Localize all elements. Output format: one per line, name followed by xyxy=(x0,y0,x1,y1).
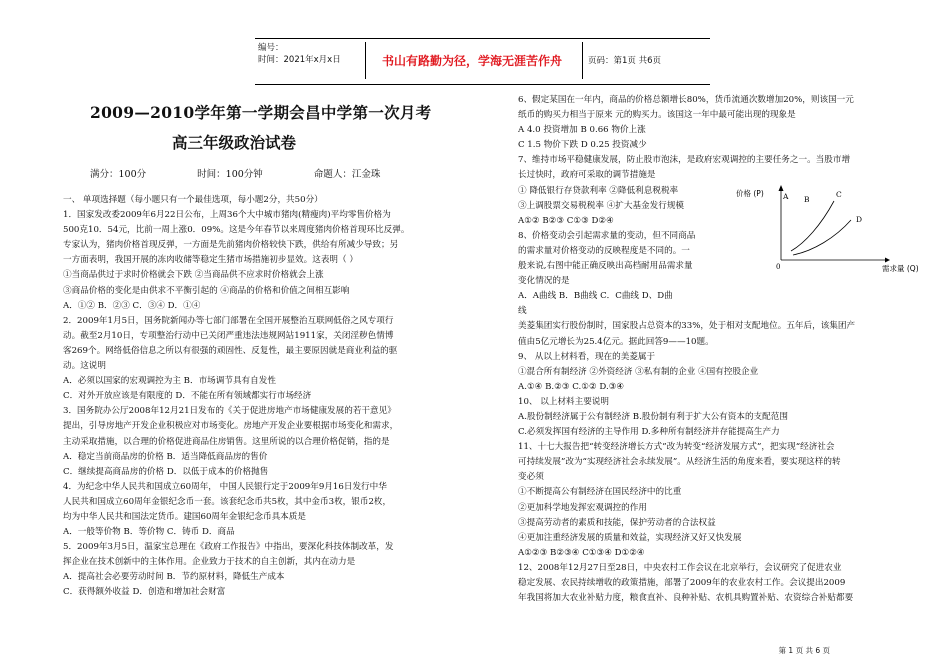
text-line: A．提高社会必要劳动时间 B．节约原材料，降低生产成本 xyxy=(63,572,285,583)
text-line: A．一般等价物 B．等价物 C．铸币 D．商品 xyxy=(63,527,235,538)
text-line: 6、假定某国在一年内，商品的价格总额增长80%，货币流通次数增加20%，则该国一元 xyxy=(518,95,854,105)
text-line: 500克10．54元，比前一周上涨0．09%。这是今年春节以来周度猪肉价格首现环比反弹。 xyxy=(63,225,410,236)
left-column xyxy=(63,193,473,601)
demand-curve-figure xyxy=(735,183,930,275)
text-line: C．继续提高商品房的价格 D．以低于成本的价格抛售 xyxy=(63,466,269,477)
right-column xyxy=(518,93,918,606)
curve-c xyxy=(791,201,834,251)
x-axis-label: 需求量 (Q) xyxy=(882,264,919,273)
text-line: 主动采取措施，以合理的价格促进商品住房销售。这里所说的以合理价格促销，指的是 xyxy=(63,436,390,447)
header-motto: 书山有路勤为径，学海无涯苦作舟 xyxy=(381,54,562,68)
text-line: ① 降低银行存贷款利率 ②降低利息税税率 xyxy=(518,185,679,196)
text-line: 一方面表明，我国开展的冻肉收储等稳定生猪市场措施初步显效。这表明（ ） xyxy=(63,255,358,266)
text-line: 10、 以上材料主要说明 xyxy=(518,396,610,407)
page-footer: 第 1 页 共 6 页 xyxy=(778,646,830,655)
text-line: 挥企业在技术创新中的主体作用。企业致力于技术的自主创新，其内在动力是 xyxy=(63,557,356,568)
text-line: 客269个。网络低俗信息之所以有很强的顽固性、反复性，最主要原因就是商业利益的驱 xyxy=(63,345,398,356)
text-line: 的需求量对价格变动的反映程度是不同的。一 xyxy=(518,245,690,256)
text-line: 稳定发展、农民持续增收的政策措施，部署了2009年的农业农村工作。会议提出2009 xyxy=(518,578,846,588)
text-line: 9、 从以上材料看，现在的美菱属于 xyxy=(518,351,656,362)
text-line: 值由5亿元增长为25.4亿元。据此回答9——10题。 xyxy=(518,336,714,347)
text-line: A．A曲线 B．B曲线 C．C曲线 D、D曲 xyxy=(518,291,673,302)
text-line: 动。这说明 xyxy=(63,361,106,372)
text-line: 12、2008年12月27日至28日，中央农村工作会议在北京举行，会议研究了促进农业 xyxy=(518,562,842,573)
text-line: 8、价格变动会引起需求量的变动，但不同商品 xyxy=(518,230,696,241)
text-line: A.①④ B.②③ C.①② D.③④ xyxy=(518,381,625,392)
text-line: 人民共和国成立60周年金银纪念币一套。该套纪念币共5枚，其中金币3枚，银币2枚， xyxy=(63,496,392,507)
text-line: A①② B②③ C①③ D②④ xyxy=(518,215,614,226)
curve-d xyxy=(793,220,851,255)
text-line: 线 xyxy=(518,306,527,317)
header-divider xyxy=(365,42,366,79)
text-line: ②更加科学地发挥宏观调控的作用 xyxy=(518,502,647,513)
text-line: 均为中华人民共和国法定货币。建国60周年金银纪念币具本质是 xyxy=(63,511,306,522)
header-page-number: 页码：第1页 共6页 xyxy=(588,56,662,66)
text-line: 般来说,右图中能正确反映出高档耐用品需求量 xyxy=(518,261,693,272)
curve-label-a: A xyxy=(783,192,789,201)
curve-label-b: B xyxy=(804,195,810,204)
number-label: 编号： xyxy=(258,43,284,53)
x-axis-arrow xyxy=(885,258,890,263)
text-line: A．稳定当前商品房的价格 B．适当降低商品房的售价 xyxy=(63,451,268,462)
text-line: 一、 单项选择题（每小题只有一个最佳选项，每小题2分，共50分） xyxy=(63,195,323,205)
text-line: ①混合所有制经济 ②外资经济 ③私有制的企业 ④国有控股企业 xyxy=(518,366,759,377)
text-line: C.必须发挥国有经济的主导作用 D.多种所有制经济并存能提高生产力 xyxy=(518,427,780,438)
exam-title: 2009—2010学年第一学期会昌中学第一次月考 xyxy=(90,103,432,122)
text-line: C 1.5 物价下跌 D 0.25 投资减少 xyxy=(518,140,647,151)
text-line: 提出，引导房地产开发企业积极应对市场变化。房地产开发企业要根据市场变化和需求， xyxy=(63,421,399,432)
text-line: 4．为纪念中华人民共和国成立60周年， 中国人民银行定于2009年9月16日发行中华 xyxy=(63,481,387,492)
text-line: 变化情况的是 xyxy=(518,276,570,287)
text-line: A．①② B．②③ C．③④ D．①④ xyxy=(63,300,201,311)
text-line: ③提高劳动者的素质和技能，保护劳动者的合法权益 xyxy=(518,517,716,528)
full-score: 满分：100分 xyxy=(90,169,147,180)
text-line: 1．国家发改委2009年6月22日公布，上周36个大中城市猪肉(精瘦肉)平均零售价格为 xyxy=(63,210,391,221)
text-line: 纸币的购买力相当于原来 元的购买力。该国这一年中最可能出现的现象是 xyxy=(518,110,796,121)
text-line: 11、十七大报告把“转变经济增长方式”改为转变“经济发展方式”，把实现“经济社会 xyxy=(518,442,835,453)
text-line: 动。截至2月10日，专项整治行动中已关闭严重违法违规网站1911家，关闭淫秽色情博 xyxy=(63,330,394,341)
text-line: A 4.0 投资增加 B 0.66 物价上涨 xyxy=(518,125,646,136)
y-axis-label: 价格 (P) xyxy=(736,189,764,198)
time-label: 时间：2021年x月x日 xyxy=(258,55,341,65)
curve-label-c: C xyxy=(836,190,842,199)
text-line: 美菱集团实行股份制时，国家股占总资本的33%，处于相对支配地位。五年后，该集团产 xyxy=(518,321,856,332)
text-line: 长过快时，政府可采取的调节措施是 xyxy=(518,170,656,181)
text-line: 5．2009年3月5日，温家宝总理在《政府工作报告》中指出，要深化科技体制改革，发 xyxy=(63,542,394,553)
exam-time: 时间：100分钟 xyxy=(197,169,263,180)
text-line: 可持续发展”改为“实现经济社会永续发展”。从经济生活的角度来看，要实现这样的转 xyxy=(518,457,841,468)
text-line: A.股份制经济属于公有制经济 B.股份制有利于扩大公有资本的支配范围 xyxy=(518,411,788,422)
y-axis-arrow xyxy=(779,185,784,191)
exam-author: 命题人：江金珠 xyxy=(313,169,381,180)
text-line: 变必须 xyxy=(518,472,544,483)
origin-label: 0 xyxy=(776,263,781,271)
text-line: ③上调股票交易税税率 ④扩大基金发行规模 xyxy=(518,200,685,211)
text-line: 年我国将加大农业补贴力度，粮食直补、良种补贴、农机具购置补贴、农资综合补贴都要 xyxy=(518,593,854,604)
header-divider xyxy=(582,42,583,79)
header-meta xyxy=(258,42,341,66)
text-line: ③商品价格的变化是由供求不平衡引起的 ④商品的价格和价值之间相互影响 xyxy=(63,285,350,296)
exam-info xyxy=(90,166,428,180)
text-line: A．必须以国家的宏观调控为主 B．市场调节具有自发性 xyxy=(63,376,276,387)
text-line: ④更加注重经济发展的质量和效益，实现经济又好又快发展 xyxy=(518,532,742,543)
text-line: 专家认为，猪肉价格首现反弹，一方面是先前猪肉价格较快下跌，供给有所减少导致；另 xyxy=(63,240,399,251)
text-line: A①②③ B②③④ C①③④ D①②④ xyxy=(518,547,645,558)
text-line: 3．国务院办公厅2008年12月21日发布的《关于促进房地产市场健康发展的若干意见》 xyxy=(63,406,396,417)
text-line: ①不断提高公有制经济在国民经济中的比重 xyxy=(518,487,682,498)
exam-subtitle: 高三年级政治试卷 xyxy=(172,133,297,152)
text-line: C．获得额外收益 D．创造和增加社会财富 xyxy=(63,587,226,598)
curve-label-d: D xyxy=(856,215,863,224)
text-line: C．对外开放应该是有限度的 D．不能在所有领域都实行市场经济 xyxy=(63,391,312,402)
text-line: 7、维持市场平稳健康发展，防止股市泡沫，是政府宏观调控的主要任务之一。当股市增 xyxy=(518,155,851,166)
text-line: ①当商品供过于求时价格就会下跌 ②当商品供不应求时价格就会上涨 xyxy=(63,270,324,281)
text-line: 2．2009年1月5日，国务院新闻办等七部门部署在全国开展整治互联网低俗之风专项行 xyxy=(63,315,394,326)
